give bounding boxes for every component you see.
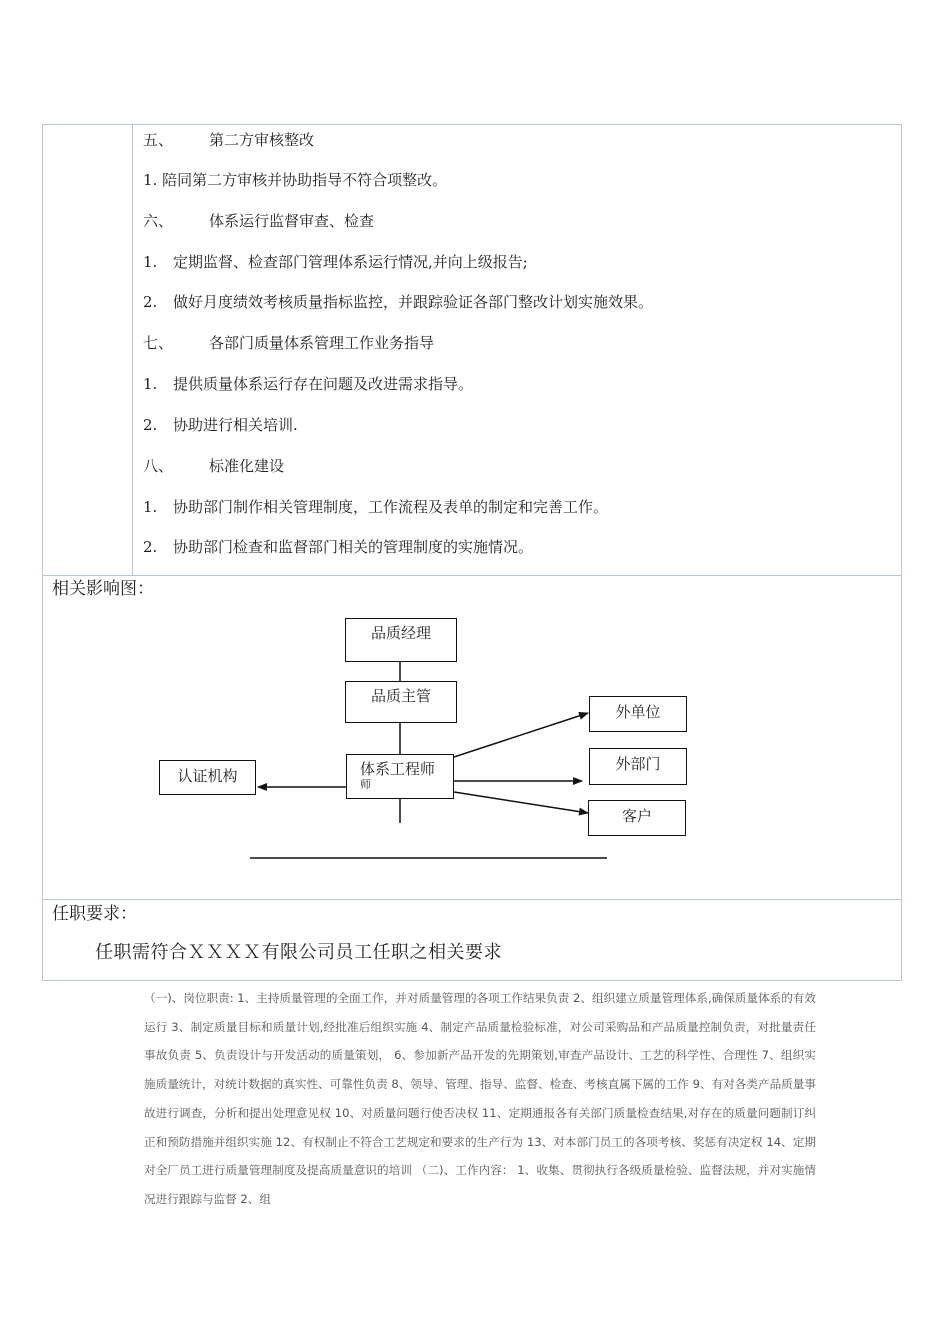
section-8-heading <box>143 456 284 476</box>
left-column-cell <box>43 125 133 575</box>
node-system-engineer <box>346 754 454 799</box>
item-text: 做好月度绩效考核质量指标监控，并跟踪验证各部门整改计划实施效果。 <box>173 293 654 311</box>
section-6-item-2 <box>143 292 653 312</box>
item-text: 协助进行相关培训. <box>173 416 298 434</box>
section-5-number: 五、 <box>143 131 174 149</box>
node-system-engineer-label: 体系工程师 <box>360 760 436 778</box>
item-number: 1. <box>143 375 158 393</box>
section-8-item-2 <box>143 537 533 557</box>
node-quality-manager: 品质经理 <box>345 618 457 662</box>
footer-paragraph: （一)、岗位职责: 1、主持质量管理的全面工作，并对质量管理的各项工作结果负责 2、组织建立质量管理体系,确保质量体系的有效运行 3、制定质量目标和质量计划,经批准后组织实施 4、制定产品质量检验标准，对公司采购品和产品质量控制负责，对批量责任事故负责 5、负责设计与开发活动的质量策划， 6、参加新产品开发的先期策划,审查产品设计、工艺的科学性、合理性 7、组织实施质量统计，对统计数据的真实性、可靠性负责 8、领导、管理、指导、监督、检查、考核直属下属的工作 9、有对各类产品质量事故进行调查，分析和提出处理意见权 10、对质量问题行使否决权 11、定期通报各有关部门质量检查结果,对存在的质量问题制订纠正和预防措施并组织实施 12、有权制止不符合工艺规定和要求的生产行为 13、对本部门员工的各项考核、奖惩有决定权 14、定期对全厂员工进行质量管理制度及提高质量意识的培训 （二)、工作内容： 1、收集、贯彻执行各级质量检验、监督法规，并对实施情况进行跟踪与监督 2、组 <box>144 991 816 1206</box>
arrow-to-external-unit <box>454 713 588 757</box>
section-6-title: 体系运行监督审查、检查 <box>209 212 375 230</box>
item-text: 协助部门检查和监督部门相关的管理制度的实施情况。 <box>173 538 534 556</box>
node-customer: 客户 <box>588 800 686 836</box>
row-divider <box>43 575 901 576</box>
item-number: 2. <box>143 538 158 556</box>
item-text: 协助部门制作相关管理制度，工作流程及表单的制定和完善工作。 <box>173 498 609 516</box>
node-quality-supervisor: 品质主管 <box>345 681 457 723</box>
section-6-heading <box>143 211 374 231</box>
item-text: 定期监督、检查部门管理体系运行情况,并向上级报告; <box>173 253 528 271</box>
section-5-item-1: 1. 陪同第二方审核并协助指导不符合项整改。 <box>143 171 448 189</box>
item-number: 2. <box>143 416 158 434</box>
section-7-title: 各部门质量体系管理工作业务指导 <box>209 334 435 352</box>
row-divider <box>43 899 901 900</box>
item-number: 1. <box>143 498 158 516</box>
node-external-unit: 外单位 <box>589 696 687 732</box>
section-6-number: 六、 <box>143 212 174 230</box>
section-7-heading <box>143 333 434 353</box>
item-number: 2. <box>143 293 158 311</box>
job-description-table <box>42 124 902 981</box>
requirements-text: 任职需符合ＸＸＸＸ有限公司员工任职之相关要求 <box>95 942 502 963</box>
section-6-item-1 <box>143 252 528 272</box>
requirements-label: 任职要求： <box>52 904 137 924</box>
section-7-item-1 <box>143 374 473 394</box>
section-5-heading <box>143 130 314 150</box>
section-8-number: 八、 <box>143 457 174 475</box>
section-7-item-2 <box>143 415 298 435</box>
node-external-dept: 外部门 <box>589 748 687 785</box>
item-text: 提供质量体系运行存在问题及改进需求指导。 <box>173 375 474 393</box>
influence-diagram-label: 相关影响图： <box>52 579 154 599</box>
section-8-item-1 <box>143 497 608 517</box>
section-8-title: 标准化建设 <box>209 457 285 475</box>
section-5-title: 第二方审核整改 <box>209 131 315 149</box>
arrow-to-customer <box>454 792 588 813</box>
item-number: 1. <box>143 253 158 271</box>
section-7-number: 七、 <box>143 334 174 352</box>
node-certification-body: 认证机构 <box>159 760 256 795</box>
node-system-engineer-sub: 师 <box>360 778 371 791</box>
